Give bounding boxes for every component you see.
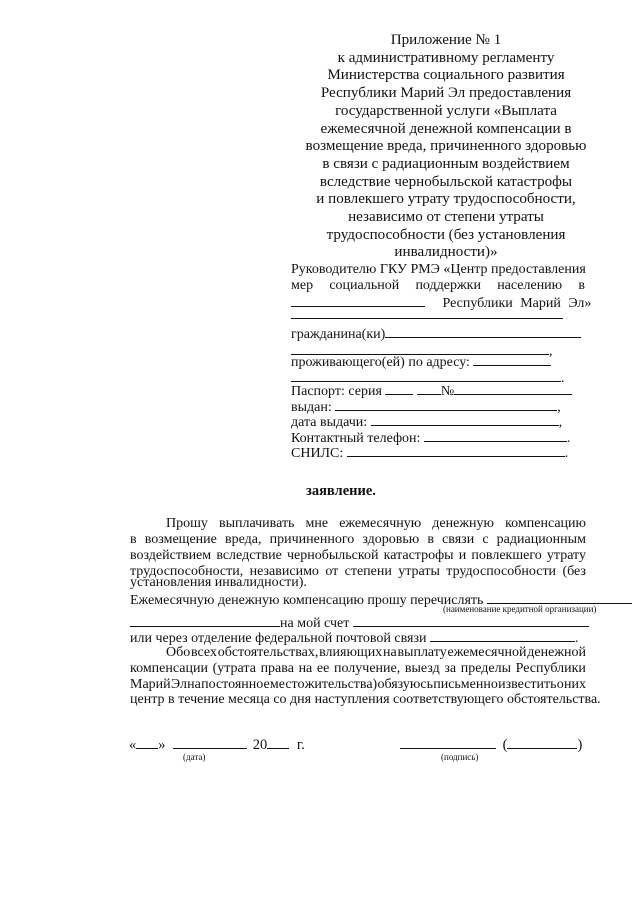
body-p2-line-3	[130, 677, 586, 693]
word: воздействием	[130, 548, 212, 563]
signature-caption: (подпись)	[441, 752, 479, 762]
word: вреда,	[225, 532, 262, 547]
word: утраты	[398, 564, 440, 579]
word: пределы	[460, 661, 511, 676]
addressee-line-3: Республики Марий Эл»	[291, 294, 591, 312]
annex-line: в связи с радиационным воздействием	[322, 155, 570, 172]
passport-field: Паспорт: серия №	[291, 382, 572, 400]
word: компенсации	[130, 661, 208, 676]
word: трудоспособности	[446, 564, 557, 579]
addressee-line-2	[291, 278, 585, 294]
phone-field: Контактный телефон: .	[291, 431, 571, 446]
word: в	[427, 532, 434, 547]
addressee-line-1: Руководителю ГКУ РМЭ «Центр предоставления	[291, 262, 586, 277]
residence-field: проживающего(ей) по адресу:	[291, 353, 551, 371]
word: в	[578, 278, 585, 293]
word: компенсацию	[505, 516, 586, 531]
signature-input-line	[400, 736, 496, 749]
word: права	[260, 661, 294, 676]
word: на	[382, 645, 397, 660]
annex-line: ежемесячной денежной компенсации в	[320, 120, 572, 137]
body-p1-line-5: установления инвалидности).	[130, 575, 307, 590]
annex-line: Приложение № 1	[390, 32, 502, 48]
word: получение,	[334, 661, 401, 676]
word: ее	[316, 661, 330, 676]
annex-line: независимо от степени утраты	[348, 209, 544, 226]
word: и	[458, 548, 467, 563]
word: (без	[562, 564, 586, 579]
word: независимо	[249, 564, 319, 579]
annex-line: и повлекшего утрату трудоспособности,	[316, 191, 576, 208]
word: с	[482, 532, 489, 547]
post-input-line	[430, 629, 575, 642]
document-title: заявление.	[306, 483, 376, 499]
word: ежемесячную	[339, 516, 422, 531]
word: денежную	[432, 516, 494, 531]
word: на	[298, 661, 313, 676]
body-p1-line-3	[130, 548, 586, 564]
word: поддержки	[415, 278, 481, 293]
annex-line: Республики Марий Эл предоставления	[320, 85, 572, 102]
word: за	[444, 661, 457, 676]
word: трудоспособности,	[130, 564, 244, 579]
blank-field-line	[291, 306, 563, 324]
transfer-line: Ежемесячную денежную компенсацию прошу перечислять	[130, 591, 632, 609]
word: Обо	[166, 645, 191, 660]
word: от	[325, 564, 339, 579]
word: влияющих	[319, 645, 383, 660]
issue-date-field: дата выдачи: ,	[291, 415, 563, 430]
word: утрату	[546, 548, 586, 563]
word: Эл	[170, 677, 187, 692]
word: катастрофы	[383, 548, 454, 563]
body-p1-line-1	[166, 516, 586, 532]
word: них	[564, 677, 586, 692]
word: (утрата	[212, 661, 256, 676]
word: выезд	[404, 661, 440, 676]
word: Марий	[130, 677, 171, 692]
issued-input-line	[335, 398, 557, 411]
word: возмещение	[144, 532, 217, 547]
word: связи	[442, 532, 475, 547]
residence-field-continued: .	[291, 369, 565, 387]
word: чернобыльской	[287, 548, 379, 563]
body-p2-line-1	[166, 645, 586, 661]
post-line: или через отделение федеральной почтовой связи .	[130, 631, 579, 646]
word: мне	[305, 516, 329, 531]
word: письменно	[433, 677, 498, 692]
issued-field: выдан: ,	[291, 400, 561, 415]
annex-line: инвалидности)»	[394, 244, 498, 261]
word: на	[187, 677, 201, 692]
word: место	[269, 677, 305, 692]
day-input-line	[136, 736, 158, 749]
body-p2-line-2	[130, 661, 586, 677]
word: жительства)	[304, 677, 378, 692]
word: выплату	[397, 645, 447, 660]
signature-block: ( )	[400, 736, 582, 753]
word: радиационным	[496, 532, 586, 547]
annex-line: государственной услуги «Выплата	[335, 102, 557, 119]
word: Республики	[515, 661, 586, 676]
word: в	[130, 532, 137, 547]
word: причиненного	[269, 532, 355, 547]
issue-date-input-line	[371, 413, 559, 426]
word: ежемесячной	[447, 645, 527, 660]
passport-series-line	[385, 382, 413, 395]
year-input-line	[267, 736, 289, 749]
word: Прошу	[166, 516, 208, 531]
annex-line: к административному регламенту	[337, 49, 555, 66]
word: денежной	[527, 645, 586, 660]
annex-line: возмещение вреда, причиненного здоровью	[305, 138, 587, 155]
word: известить	[498, 677, 557, 692]
annex-line: вследствие чернобыльской катастрофы	[319, 173, 573, 190]
passport-number-line	[454, 382, 572, 395]
annex-line: Министерства социального развития	[327, 67, 565, 84]
word: мер	[291, 278, 314, 293]
residence-input-line	[473, 353, 551, 366]
word: вследствие	[216, 548, 282, 563]
word: степени	[344, 564, 392, 579]
date-caption: (дата)	[183, 752, 206, 762]
word: здоровью	[362, 532, 420, 547]
word: постоянное	[201, 677, 270, 692]
annex-header	[292, 32, 600, 262]
phone-input-line	[424, 429, 567, 442]
name-input-line	[507, 736, 577, 749]
word: всех	[191, 645, 217, 660]
citizen-input-line	[385, 325, 581, 338]
annex-line: трудоспособности (без установления	[326, 226, 566, 243]
snils-input-line	[347, 444, 565, 457]
citizen-field-continued: ,	[291, 342, 553, 360]
word: социальной	[329, 278, 400, 293]
snils-field: СНИЛС: .	[291, 446, 569, 461]
account-input-line	[353, 614, 589, 627]
word: обязуюсь	[377, 677, 433, 692]
citizen-field: гражданина(ки)	[291, 325, 581, 343]
word: повлекшего	[471, 548, 542, 563]
word: о	[556, 677, 564, 692]
account-line: на мой счет	[130, 614, 589, 632]
word: выплачивать	[218, 516, 295, 531]
date-block: « » 20 г.	[129, 737, 305, 753]
bank-input-line	[487, 591, 632, 604]
body-p2-line-4: центр в течение месяца со дня наступления соответствующего обстоятельства.	[130, 692, 601, 707]
body-p1-line-2	[130, 532, 586, 548]
bank-caption: (наименование кредитной организации)	[443, 604, 597, 614]
month-input-line	[173, 736, 247, 749]
word: населению	[497, 278, 563, 293]
word: обстоятельствах,	[217, 645, 319, 660]
